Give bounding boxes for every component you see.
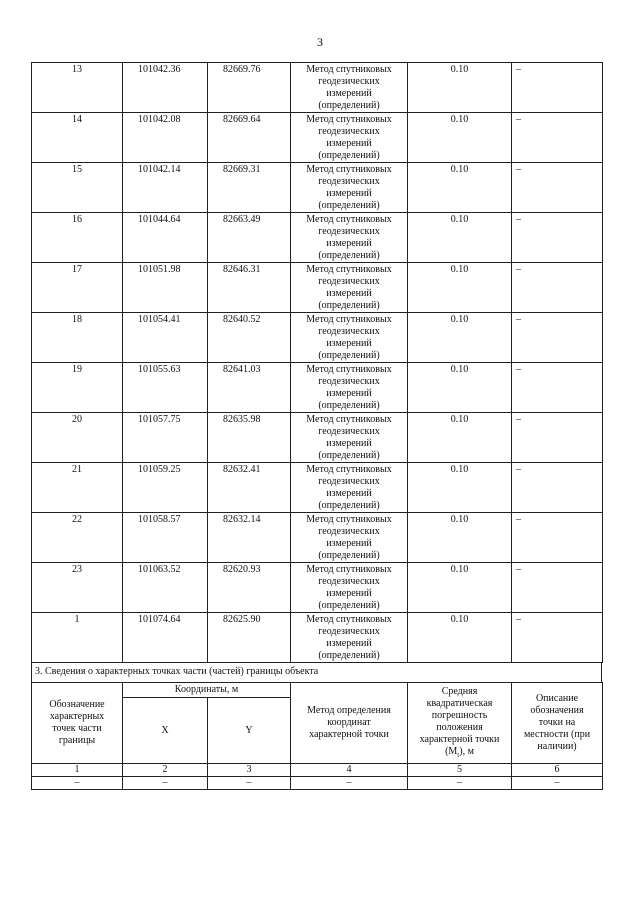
method-cell (291, 163, 408, 213)
method-line: измерений (326, 238, 372, 249)
method-cell (291, 313, 408, 363)
method-line: (определений) (318, 650, 380, 661)
point-number: 13 (32, 63, 123, 113)
coord-x: 101058.57 (123, 513, 208, 563)
empty-cell: – (512, 777, 603, 790)
coord-y: 82641.03 (208, 363, 291, 413)
table-row (32, 163, 603, 213)
points-table (31, 62, 603, 663)
method-line: Метод спутниковых (306, 564, 392, 575)
col-number: 4 (291, 764, 408, 777)
col-number: 3 (208, 764, 291, 777)
point-number: 22 (32, 513, 123, 563)
coord-x: 101054.41 (123, 313, 208, 363)
method-cell (291, 113, 408, 163)
header-mean-error: Средняя квадратическая погрешность положения характерной точки $(M_t)$, м (408, 683, 512, 764)
mean-error: 0.10 (408, 313, 512, 363)
coord-y: 82646.31 (208, 263, 291, 313)
header-method: Метод определения координат характерной точки (291, 683, 408, 764)
empty-cell: – (123, 777, 208, 790)
part-points-table (31, 682, 603, 790)
method-cell (291, 263, 408, 313)
method-line: измерений (326, 138, 372, 149)
header-coordinates: Координаты, м (123, 683, 291, 698)
method-line: измерений (326, 88, 372, 99)
table-row (32, 313, 603, 363)
method-line: геодезических (318, 76, 380, 87)
method-line: (определений) (318, 250, 380, 261)
coord-y: 82632.41 (208, 463, 291, 513)
method-line: измерений (326, 588, 372, 599)
point-description: – (512, 413, 603, 463)
point-number: 19 (32, 363, 123, 413)
method-cell (291, 513, 408, 563)
method-line: геодезических (318, 476, 380, 487)
coord-y: 82632.14 (208, 513, 291, 563)
method-line: геодезических (318, 626, 380, 637)
coord-x: 101063.52 (123, 563, 208, 613)
method-line: измерений (326, 488, 372, 499)
point-description: – (512, 263, 603, 313)
coord-x: 101044.64 (123, 213, 208, 263)
method-line: измерений (326, 438, 372, 449)
coord-x: 101074.64 (123, 613, 208, 663)
method-line: геодезических (318, 526, 380, 537)
mean-error: 0.10 (408, 463, 512, 513)
method-line: измерений (326, 188, 372, 199)
method-line: геодезических (318, 376, 380, 387)
method-line: геодезических (318, 226, 380, 237)
table-row (32, 513, 603, 563)
point-description: – (512, 613, 603, 663)
method-cell (291, 463, 408, 513)
point-number: 18 (32, 313, 123, 363)
coord-x: 101057.75 (123, 413, 208, 463)
method-line: геодезических (318, 276, 380, 287)
coord-x: 101055.63 (123, 363, 208, 413)
method-cell (291, 413, 408, 463)
method-line: (определений) (318, 600, 380, 611)
method-cell (291, 563, 408, 613)
coord-y: 82625.90 (208, 613, 291, 663)
method-line: (определений) (318, 550, 380, 561)
header-x: X (123, 698, 208, 764)
mean-error: 0.10 (408, 563, 512, 613)
coord-y: 82663.49 (208, 213, 291, 263)
method-line: (определений) (318, 400, 380, 411)
method-line: измерений (326, 388, 372, 399)
table-row (32, 413, 603, 463)
method-line: (определений) (318, 200, 380, 211)
header-description: Описание обозначения точки на местности (при наличии) (512, 683, 603, 764)
point-description: – (512, 363, 603, 413)
table-row (32, 563, 603, 613)
table-row (32, 213, 603, 263)
col-number: 6 (512, 764, 603, 777)
mean-error: 0.10 (408, 63, 512, 113)
col-number: 1 (32, 764, 123, 777)
method-line: Метод спутниковых (306, 464, 392, 475)
header-point-designation: Обозначение характерных точек части границы (32, 683, 123, 764)
method-line: (определений) (318, 300, 380, 311)
point-number: 20 (32, 413, 123, 463)
mean-error: 0.10 (408, 113, 512, 163)
mean-error: 0.10 (408, 513, 512, 563)
point-description: – (512, 563, 603, 613)
point-number: 17 (32, 263, 123, 313)
mean-error: 0.10 (408, 163, 512, 213)
point-description: – (512, 113, 603, 163)
method-line: измерений (326, 288, 372, 299)
mean-error: 0.10 (408, 363, 512, 413)
method-line: геодезических (318, 326, 380, 337)
mean-error: 0.10 (408, 413, 512, 463)
empty-cell: – (408, 777, 512, 790)
method-line: Метод спутниковых (306, 114, 392, 125)
method-line: Метод спутниковых (306, 64, 392, 75)
coord-y: 82640.52 (208, 313, 291, 363)
point-description: – (512, 463, 603, 513)
coord-y: 82669.31 (208, 163, 291, 213)
coord-x: 101042.14 (123, 163, 208, 213)
method-line: Метод спутниковых (306, 214, 392, 225)
point-description: – (512, 63, 603, 113)
point-number: 14 (32, 113, 123, 163)
point-description: – (512, 513, 603, 563)
method-line: (определений) (318, 100, 380, 111)
mean-error: 0.10 (408, 263, 512, 313)
coord-x: 101042.36 (123, 63, 208, 113)
method-line: (определений) (318, 500, 380, 511)
point-number: 16 (32, 213, 123, 263)
table-row (32, 113, 603, 163)
header-y: Y (208, 698, 291, 764)
point-description: – (512, 213, 603, 263)
method-line: измерений (326, 538, 372, 549)
coord-y: 82620.93 (208, 563, 291, 613)
method-line: геодезических (318, 576, 380, 587)
method-line: Метод спутниковых (306, 364, 392, 375)
method-cell (291, 63, 408, 113)
table-row (32, 263, 603, 313)
point-number: 23 (32, 563, 123, 613)
empty-cell: – (291, 777, 408, 790)
coord-y: 82669.76 (208, 63, 291, 113)
empty-data-row (32, 777, 603, 790)
table-row (32, 63, 603, 113)
method-line: Метод спутниковых (306, 514, 392, 525)
method-line: геодезических (318, 176, 380, 187)
method-cell (291, 363, 408, 413)
mean-error: 0.10 (408, 613, 512, 663)
method-line: геодезических (318, 426, 380, 437)
point-number: 21 (32, 463, 123, 513)
section-3-title: 3. Сведения о характерных точках части (частей) границы объекта (31, 662, 602, 682)
method-line: Метод спутниковых (306, 264, 392, 275)
method-line: Метод спутниковых (306, 314, 392, 325)
col-number: 5 (408, 764, 512, 777)
method-line: (определений) (318, 450, 380, 461)
point-description: – (512, 313, 603, 363)
method-line: (определений) (318, 350, 380, 361)
table-row (32, 613, 603, 663)
method-cell (291, 613, 408, 663)
point-description: – (512, 163, 603, 213)
method-line: Метод спутниковых (306, 414, 392, 425)
column-number-row (32, 764, 603, 777)
table-row (32, 463, 603, 513)
empty-cell: – (208, 777, 291, 790)
page-number: 3 (317, 35, 323, 49)
method-line: измерений (326, 338, 372, 349)
mt-label: $(M_t)$, м (445, 745, 474, 759)
mean-error: 0.10 (408, 213, 512, 263)
method-line: измерений (326, 638, 372, 649)
coord-y: 82635.98 (208, 413, 291, 463)
coord-y: 82669.64 (208, 113, 291, 163)
table-row (32, 363, 603, 413)
coord-x: 101051.98 (123, 263, 208, 313)
method-line: (определений) (318, 150, 380, 161)
point-number: 1 (32, 613, 123, 663)
method-line: Метод спутниковых (306, 614, 392, 625)
point-number: 15 (32, 163, 123, 213)
col-number: 2 (123, 764, 208, 777)
coord-x: 101059.25 (123, 463, 208, 513)
coord-x: 101042.08 (123, 113, 208, 163)
method-line: геодезических (318, 126, 380, 137)
method-line: Метод спутниковых (306, 164, 392, 175)
method-cell (291, 213, 408, 263)
empty-cell: – (32, 777, 123, 790)
